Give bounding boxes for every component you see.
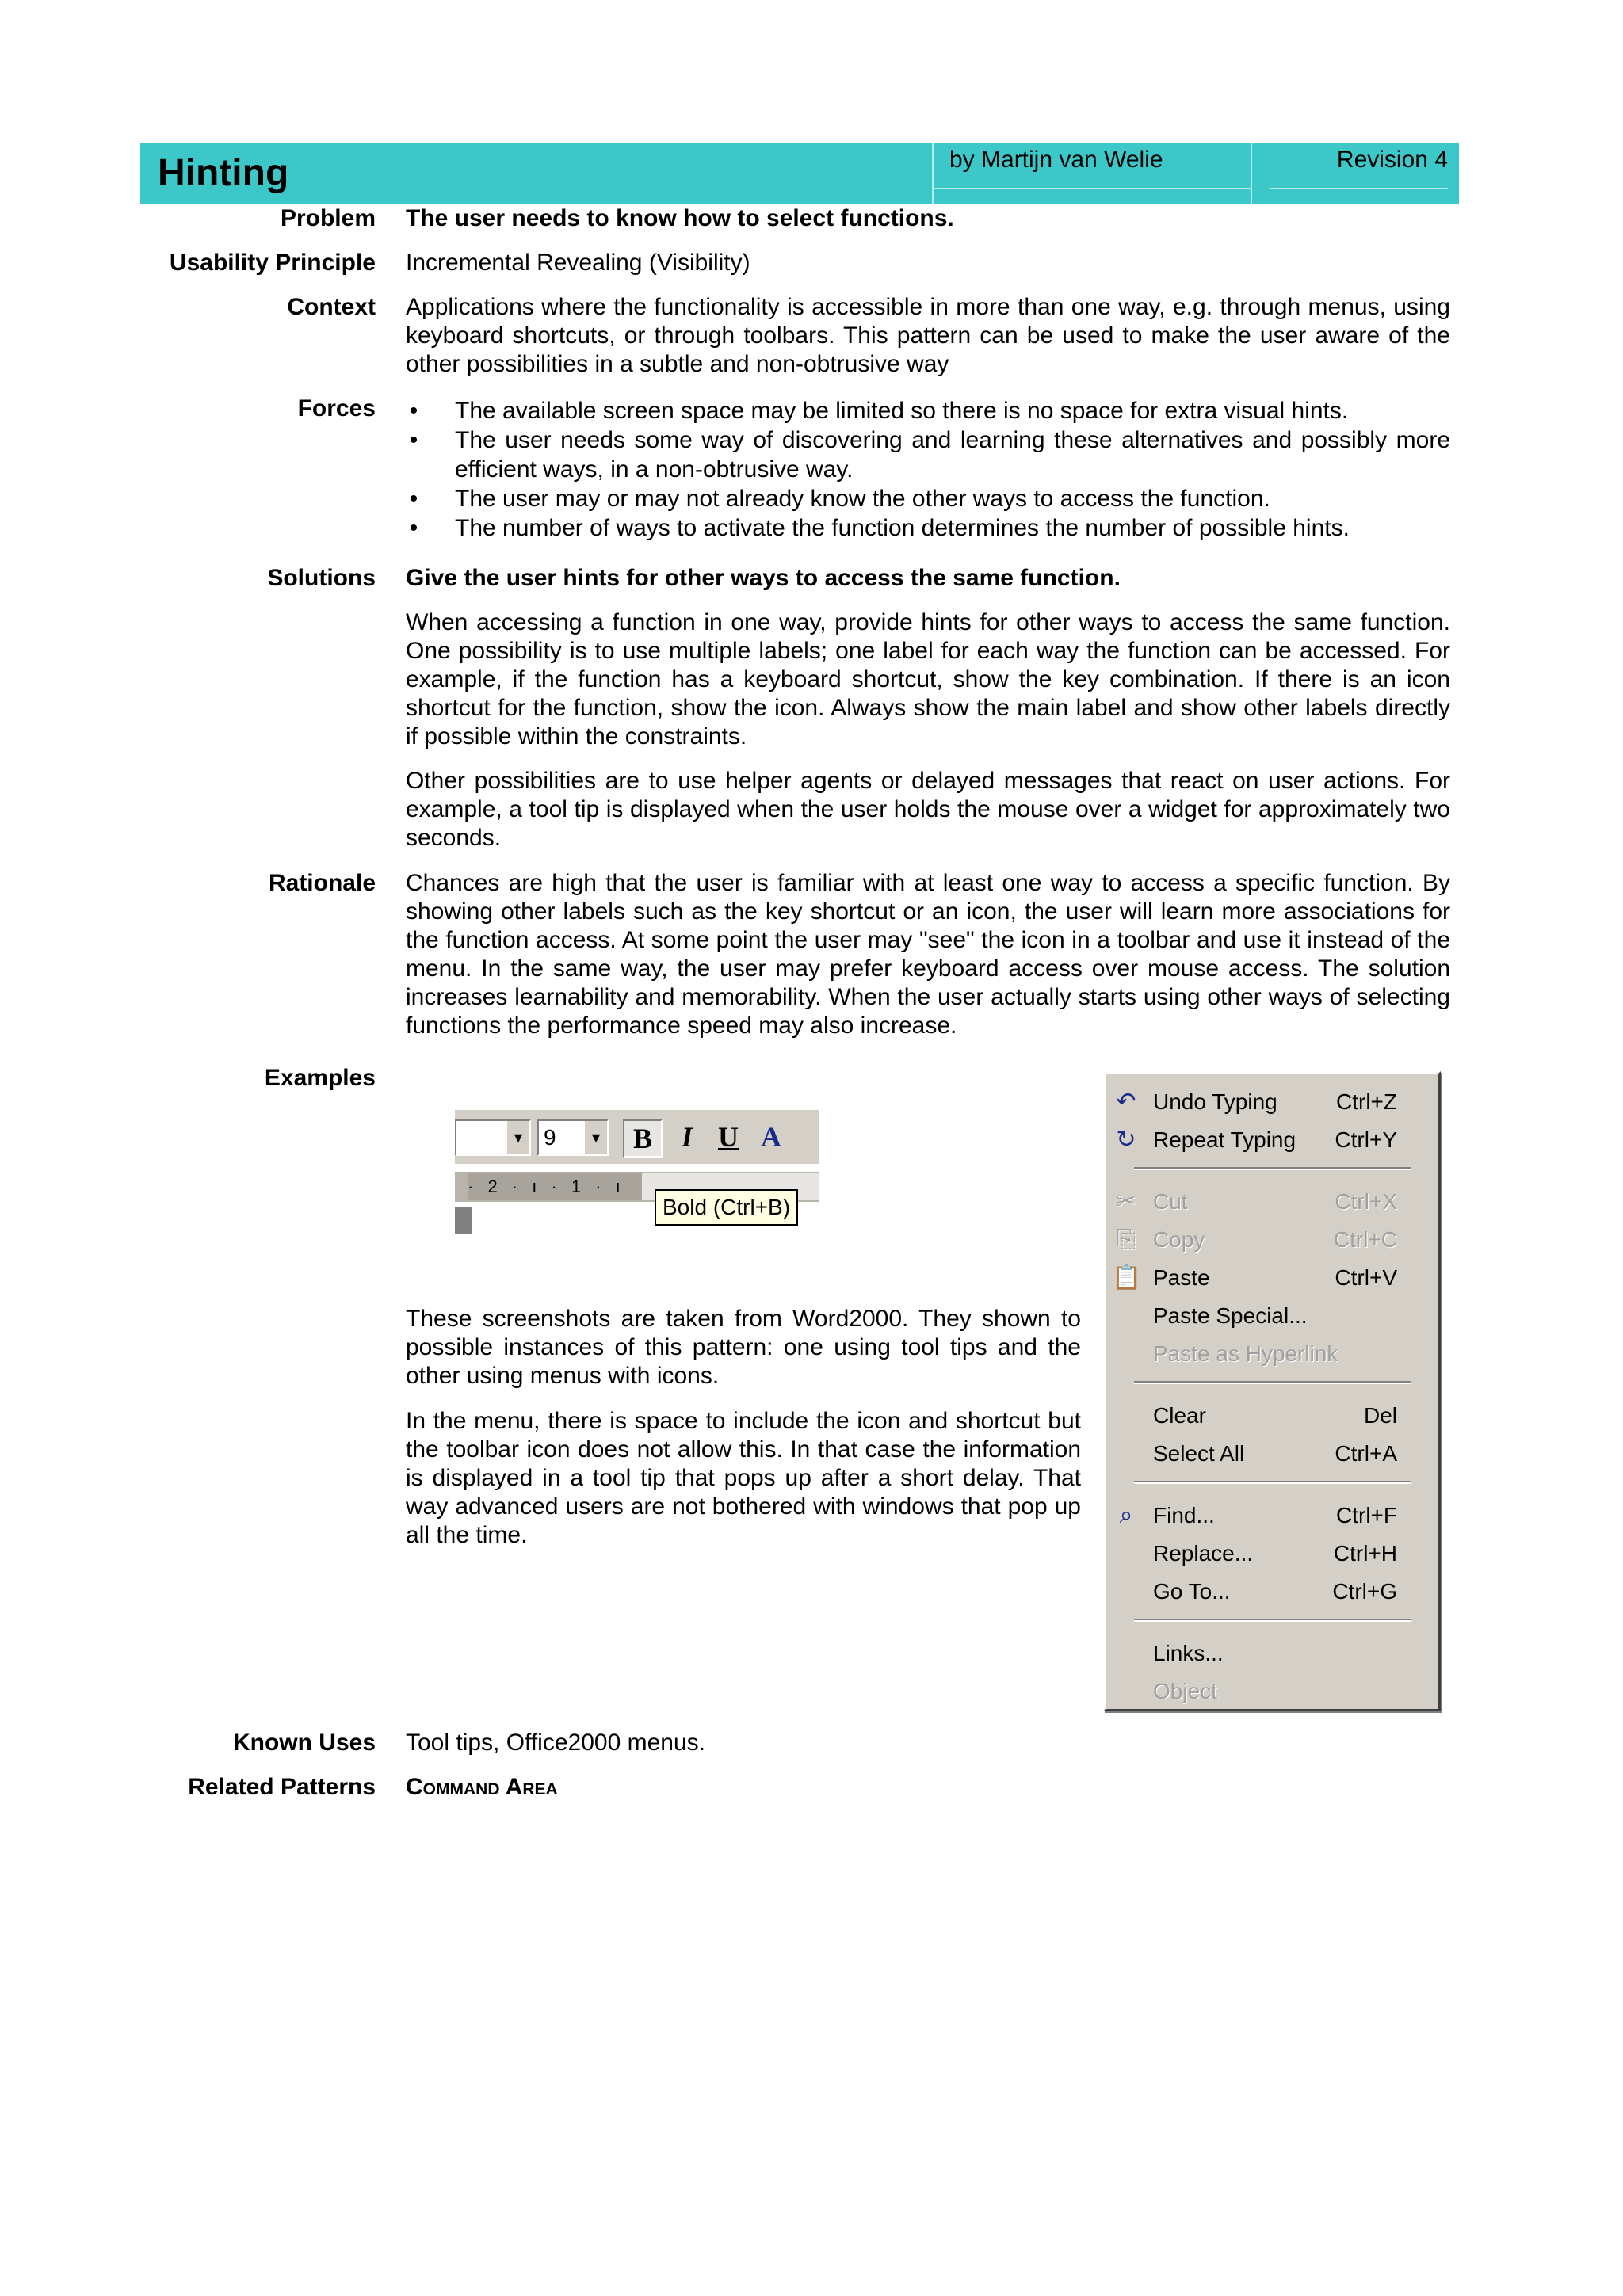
force-text: The number of ways to activate the function determines the number of possible hints. — [455, 515, 1350, 541]
menu-separator — [1134, 1167, 1411, 1170]
author-underline — [934, 188, 1251, 189]
solutions-paragraph-2: Other possibilities are to use helper agents or delayed messages that react on user actions. For example, a tool tip is displayed when the user holds the mouse over a widget for approximately two seconds. — [406, 768, 1450, 851]
author: by Martijn van Welie — [949, 147, 1163, 173]
binoculars-icon: ⌕ — [1119, 1502, 1133, 1528]
menu-item-copy — [1106, 1221, 1438, 1259]
bullet-icon: • — [409, 486, 418, 512]
italic-button[interactable]: I — [681, 1121, 693, 1153]
menu-item-shortcut: Ctrl+Z — [1336, 1089, 1397, 1114]
menu-item-shortcut: Ctrl+F — [1336, 1503, 1397, 1527]
bullet-icon: • — [409, 398, 418, 424]
force-text: The user may or may not already know the other ways to access the function. — [455, 486, 1270, 512]
bold-button[interactable]: B — [623, 1119, 663, 1158]
chevron-down-icon[interactable]: ▼ — [507, 1121, 529, 1154]
menu-separator — [1134, 1381, 1411, 1384]
bullet-icon: • — [409, 427, 418, 453]
menu-item-label: Paste — [1153, 1265, 1210, 1290]
underline-button[interactable]: U — [718, 1121, 739, 1153]
menu-item-cut — [1106, 1183, 1438, 1221]
menu-item-label: Undo Typing — [1153, 1089, 1277, 1114]
menu-item-clear[interactable] — [1106, 1397, 1438, 1435]
word-toolbar-screenshot — [455, 1108, 819, 1243]
menu-item-label: Select All — [1153, 1441, 1245, 1466]
menu-item-shortcut: Ctrl+Y — [1335, 1127, 1397, 1152]
edit-menu-screenshot — [1103, 1071, 1441, 1711]
list-item — [406, 484, 1450, 513]
principle-text: Incremental Revealing (Visibility) — [406, 250, 750, 276]
related-patterns-label: Related Patterns — [188, 1774, 376, 1800]
force-text: The user needs some way of discovering and learning these alternatives and possibly more efficient ways, in a non-obtrusive way. — [455, 427, 1450, 482]
menu-item-go-to[interactable] — [1106, 1573, 1438, 1611]
bullet-icon: • — [409, 515, 418, 541]
menu-item-replace[interactable] — [1106, 1535, 1438, 1573]
font-name-combo[interactable] — [455, 1119, 531, 1156]
menu-item-shortcut: Ctrl+X — [1335, 1189, 1397, 1214]
menu-item-label: Cut — [1153, 1189, 1188, 1214]
problem-label: Problem — [280, 205, 376, 231]
revision: Revision 4 — [1336, 147, 1448, 173]
revision-cell — [1270, 143, 1448, 204]
ruler-scale: · 2 · ı · 1 · ı — [468, 1173, 642, 1200]
menu-item-label: Find... — [1153, 1503, 1215, 1527]
clipboard-icon: 📋 — [1112, 1264, 1142, 1291]
undo-icon: ↶ — [1116, 1089, 1136, 1115]
rationale-label: Rationale — [268, 870, 376, 896]
list-item — [406, 513, 1450, 543]
author-cell — [932, 143, 1252, 204]
font-size-value: 9 — [544, 1125, 556, 1150]
menu-separator — [1134, 1481, 1411, 1484]
solutions-paragraph-1: When accessing a function in one way, provide hints for other ways to access the same function. One possibility is to use multiple labels; one label for each way the function can be accessed. For example, if the function has a keyboard shortcut, show the key combination. If there is an icon shortcut for the function, show the icon. Always show the main label and show other labels directly if possible within the constraints. — [406, 609, 1450, 749]
problem-text: The user needs to know how to select functions. — [406, 205, 954, 231]
menu-item-shortcut: Ctrl+V — [1335, 1265, 1397, 1290]
force-text: The available screen space may be limited so there is no space for extra visual hints. — [455, 398, 1349, 424]
menu-item-label: Replace... — [1153, 1541, 1254, 1566]
font-size-combo[interactable] — [537, 1119, 609, 1156]
solutions-heading: Give the user hints for other ways to access the same function. — [406, 565, 1121, 591]
related-pattern-link[interactable]: Command Area — [406, 1774, 558, 1800]
menu-item-label: Clear — [1153, 1403, 1206, 1428]
menu-item-object — [1106, 1672, 1438, 1711]
menu-item-shortcut: Ctrl+C — [1333, 1227, 1397, 1252]
menu-item-select-all[interactable] — [1106, 1435, 1438, 1473]
chevron-down-icon[interactable]: ▼ — [585, 1121, 607, 1154]
header-band — [140, 143, 1459, 204]
menu-item-find[interactable] — [1106, 1497, 1438, 1535]
examples-paragraph-1: These screenshots are taken from Word2000. They shown to possible instances of this pattern: one using tool tips and the other using menus with icons. — [406, 1306, 1081, 1389]
known-uses-text: Tool tips, Office2000 menus. — [406, 1730, 705, 1756]
menu-item-paste-special[interactable] — [1106, 1297, 1438, 1335]
menu-item-label: Object — [1153, 1679, 1217, 1703]
known-uses-label: Known Uses — [232, 1730, 376, 1756]
menu-item-label: Paste Special... — [1153, 1303, 1308, 1328]
rationale-text: Chances are high that the user is familiar with at least one way to access a specific function. By showing other labels such as the key shortcut or an icon, the user will learn more associations for the function access. At some point the user may "see" the icon in a toolbar and use it instead of the menu. In the same way, the user may prefer keyboard access over mouse access. The solution increases learnability and memorability. When the user actually starts using other ways of selecting functions the performance speed may also increase. — [406, 870, 1450, 1039]
menu-item-label: Copy — [1153, 1227, 1205, 1252]
menu-item-paste[interactable] — [1106, 1259, 1438, 1297]
vertical-ruler — [455, 1207, 472, 1234]
copy-icon: ⎘ — [1117, 1226, 1136, 1253]
related-patterns-text — [406, 1773, 1450, 1802]
formatting-toolbar — [455, 1108, 819, 1164]
context-label: Context — [287, 294, 376, 320]
menu-item-shortcut: Ctrl+A — [1335, 1441, 1397, 1466]
bold-tooltip: Bold (Ctrl+B) — [655, 1189, 798, 1226]
solutions-label: Solutions — [267, 565, 376, 591]
menu-item-paste-as-hyperlink — [1106, 1335, 1438, 1373]
menu-item-label: Go To... — [1153, 1579, 1231, 1604]
menu-item-shortcut: Ctrl+H — [1333, 1541, 1397, 1566]
forces-label: Forces — [297, 395, 376, 421]
examples-paragraph-2: In the menu, there is space to include the icon and shortcut but the toolbar icon does not allow this. In that case the information is displayed in a tool tip that pops up after a short delay. That way advanced users are not bothered with windows that pop up all the time. — [406, 1408, 1081, 1548]
font-color-button[interactable]: A — [761, 1121, 781, 1153]
examples-label: Examples — [264, 1065, 376, 1091]
revision-underline — [1270, 188, 1448, 189]
menu-item-label: Repeat Typing — [1153, 1127, 1296, 1152]
menu-item-undo[interactable] — [1106, 1083, 1438, 1121]
menu-item-repeat[interactable] — [1106, 1121, 1438, 1159]
menu-item-label: Paste as Hyperlink — [1153, 1341, 1338, 1366]
forces-list — [406, 396, 1450, 543]
menu-item-shortcut: Del — [1363, 1403, 1397, 1428]
list-item — [406, 425, 1450, 484]
menu-separator — [1134, 1619, 1411, 1622]
menu-item-links[interactable] — [1106, 1634, 1438, 1672]
list-item — [406, 396, 1450, 425]
menu-item-shortcut: Ctrl+G — [1332, 1579, 1397, 1604]
principle-label: Usability Principle — [169, 250, 376, 276]
redo-icon: ↻ — [1116, 1127, 1136, 1153]
context-text: Applications where the functionality is accessible in more than one way, e.g. through menus, using keyboard shortcuts, or through toolbars. This pattern can be used to make the user aware of the other possibilities in a subtle and non-obtrusive way — [406, 294, 1450, 377]
scissors-icon: ✂ — [1116, 1188, 1136, 1215]
page-title: Hinting — [158, 152, 289, 194]
menu-item-label: Links... — [1153, 1641, 1224, 1665]
